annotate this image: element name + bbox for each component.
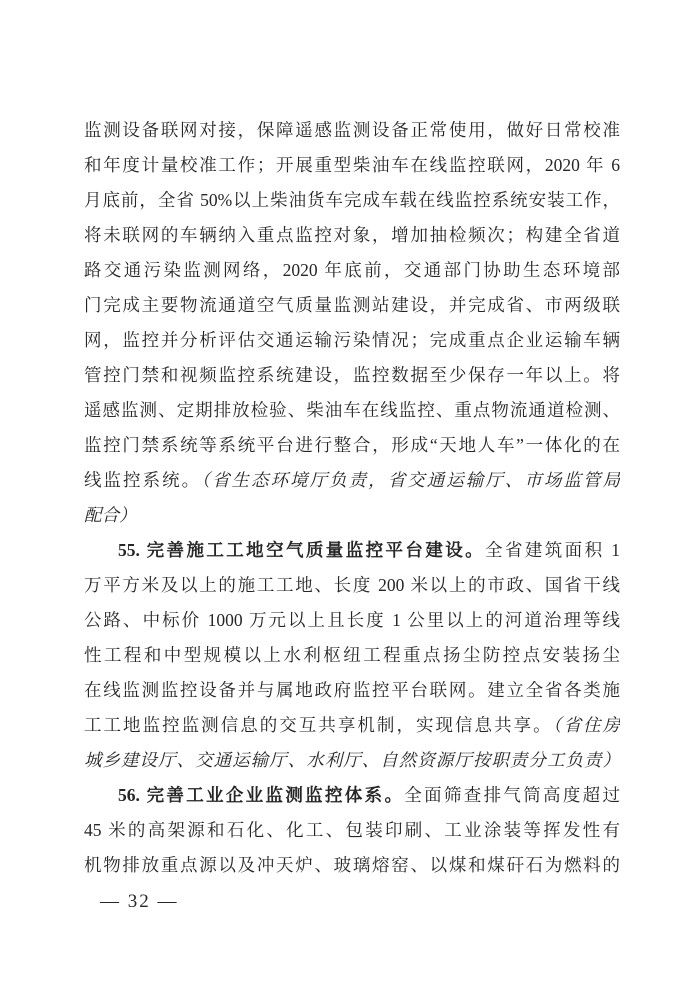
text-line <box>84 498 620 533</box>
attribution-segment: （省生态环境厅负责，省交通运输厅、市场监管局 <box>201 470 620 490</box>
text-segment: 公路、中标价 1000 万元以上且长度 1 公里以上的河道治理等线 <box>84 610 620 630</box>
text-segment: 监测设备联网对接，保障遥感监测设备正常使用，做好日常校准 <box>84 120 620 140</box>
text-segment: 机物排放重点源以及冲天炉、玻璃熔窑、以煤和煤矸石为燃料的 <box>84 855 620 875</box>
text-line <box>84 113 620 148</box>
text-line <box>84 428 620 463</box>
text-line <box>84 358 620 393</box>
text-line <box>84 288 620 323</box>
text-line <box>84 323 620 358</box>
text-segment: 路交通污染监测网络，2020 年底前，交通部门协助生态环境部 <box>84 260 620 280</box>
text-segment: 在线监测监控设备并与属地政府监控平台联网。建立全省各类施 <box>84 680 620 700</box>
text-line <box>84 813 620 848</box>
text-line <box>84 638 620 673</box>
text-segment: 监控门禁系统等系统平台进行整合，形成“天地人车”一体化的在 <box>84 435 620 455</box>
text-segment: 性工程和中型规模以上水利枢纽工程重点扬尘防控点安装扬尘 <box>84 645 620 665</box>
text-segment: 和年度计量校准工作；开展重型柴油车在线监控联网，2020 年 6 <box>84 155 620 175</box>
text-segment: 遥感监测、定期排放检验、柴油车在线监控、重点物流通道检测、 <box>84 400 620 420</box>
text-line <box>84 253 620 288</box>
text-segment: 45 米的高架源和石化、化工、包装印刷、工业涂装等挥发性有 <box>84 820 620 840</box>
attribution-segment: 配合） <box>84 505 137 525</box>
text-segment: 网，监控并分析评估交通运输污染情况；完成重点企业运输车辆 <box>84 330 620 350</box>
text-line <box>84 148 620 183</box>
text-line <box>84 463 620 498</box>
document-body <box>84 113 620 883</box>
text-segment: 全省建筑面积 1 <box>485 540 620 560</box>
attribution-segment: （省住房 <box>552 715 620 735</box>
text-line <box>84 568 620 603</box>
text-segment: 万平方米及以上的施工工地、长度 200 米以上的市政、国省干线 <box>84 575 620 595</box>
text-line <box>84 708 620 743</box>
heading-segment: 55. 完善施工工地空气质量监控平台建设。 <box>118 540 486 560</box>
text-line <box>84 848 620 883</box>
text-segment: 线监控系统。 <box>84 470 202 490</box>
text-segment: 将未联网的车辆纳入重点监控对象，增加抽检频次；构建全省道 <box>84 225 620 245</box>
heading-segment: 56. 完善工业企业监测监控体系。 <box>118 785 405 805</box>
text-line <box>84 673 620 708</box>
text-segment: 管控门禁和视频监控系统建设，监控数据至少保存一年以上。将 <box>84 365 620 385</box>
text-segment: 工工地监控监测信息的交互共享机制，实现信息共享。 <box>84 715 553 735</box>
text-line <box>84 218 620 253</box>
attribution-segment: 城乡建设厅、交通运输厅、水利厅、自然资源厅按职责分工负责） <box>84 750 620 770</box>
text-segment: 月底前，全省 50%以上柴油货车完成车载在线监控系统安装工作， <box>84 190 620 210</box>
page-number: — 32 — <box>100 891 179 912</box>
text-line <box>84 743 620 778</box>
text-line <box>84 603 620 638</box>
text-line <box>84 778 620 813</box>
text-segment: 门完成主要物流通道空气质量监测站建设，并完成省、市两级联 <box>84 295 620 315</box>
text-line <box>84 393 620 428</box>
text-segment: 全面筛查排气筒高度超过 <box>404 785 620 805</box>
text-line <box>84 183 620 218</box>
text-line <box>84 533 620 568</box>
